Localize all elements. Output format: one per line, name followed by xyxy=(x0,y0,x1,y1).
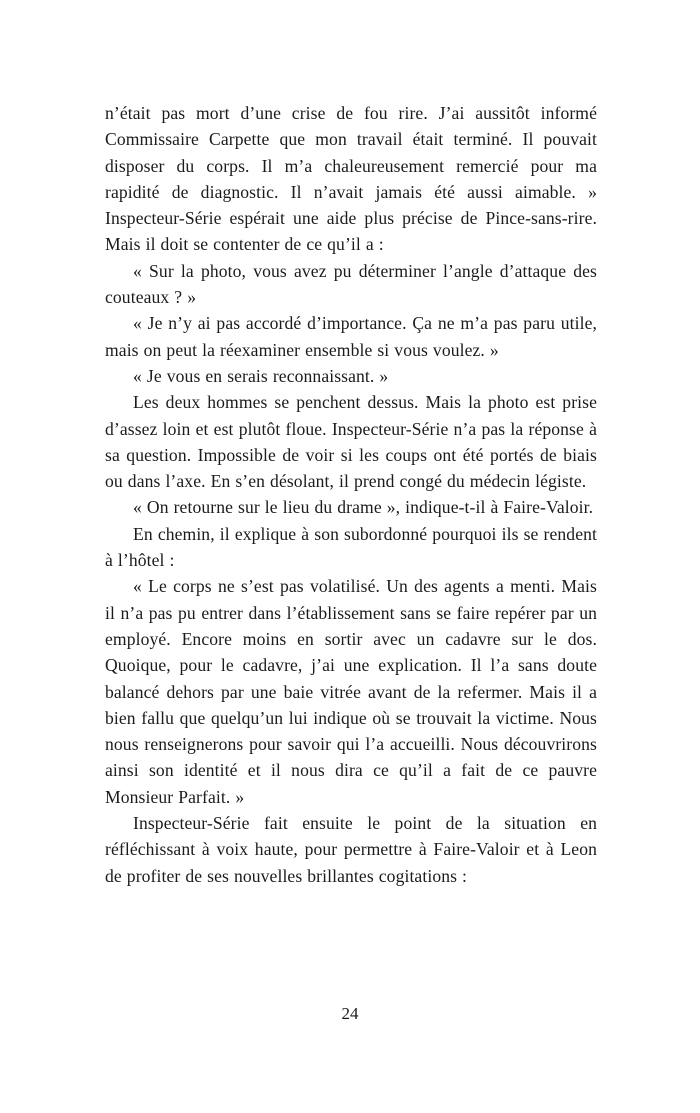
paragraph-6: « On retourne sur le lieu du drame », indique-t-il à Faire-Valoir. xyxy=(133,497,594,518)
paragraph-4: « Je vous en serais reconnaissant. » xyxy=(133,365,389,386)
paragraph-5: Les deux hommes se penchent dessus. Mais la photo est prise d’assez loin et est plutôt floue. Inspecteur-Série n’a pas la réponse à sa question. Impossible de voir si les coups ont été portés de biais ou dans l’axe. En s’en désolant, il prend congé du médecin légiste. xyxy=(105,392,597,492)
paragraph-3: « Je n’y ai pas accordé d’importance. Ça ne m’a pas paru utile, mais on peut la réexaminer ensemble si vous voulez. » xyxy=(105,313,597,360)
paragraph-1: n’était pas mort d’une crise de fou rire. J’ai aussitôt informé Commissaire Carpette que mon travail était terminé. Il pouvait disposer du corps. Il m’a chaleureusement remercié pour ma rapidité de diagnostic. Il n’avait jamais été aussi aimable. » Inspecteur-Série espérait une aide plus précise de Pince-sans-rire. Mais il doit se contenter de ce qu’il a : xyxy=(105,103,597,255)
page-number: 24 xyxy=(341,1004,359,1023)
paragraph-8: « Le corps ne s’est pas volatilisé. Un des agents a menti. Mais il n’a pas pu entrer dans l’établissement sans se faire repérer par un employé. Encore moins en sortir avec un cadavre sur le dos. Quoique, pour le cadavre, j’ai une explication. Il l’a sans doute balancé dehors par une baie vitrée avant de la refermer. Mais il a bien fallu que quelqu’un lui indique où se trouvait la victime. Nous nous renseignerons pour savoir qui l’a accueilli. Nous découvrirons ainsi son identité et il nous dira ce qu’il a fait de ce pauvre Monsieur Parfait. » xyxy=(105,576,597,807)
page-body-text xyxy=(105,100,597,889)
paragraph-2: « Sur la photo, vous avez pu déterminer l’angle d’attaque des couteaux ? » xyxy=(105,260,597,308)
paragraph-7: En chemin, il explique à son subordonné pourquoi ils se rendent à l’hôtel : xyxy=(105,523,597,571)
paragraph-9: Inspecteur-Série fait ensuite le point de la situation en réfléchissant à voix haute, pour permettre à Faire-Valoir et à Leon de profiter de ses nouvelles brillantes cogitations : xyxy=(105,813,597,886)
